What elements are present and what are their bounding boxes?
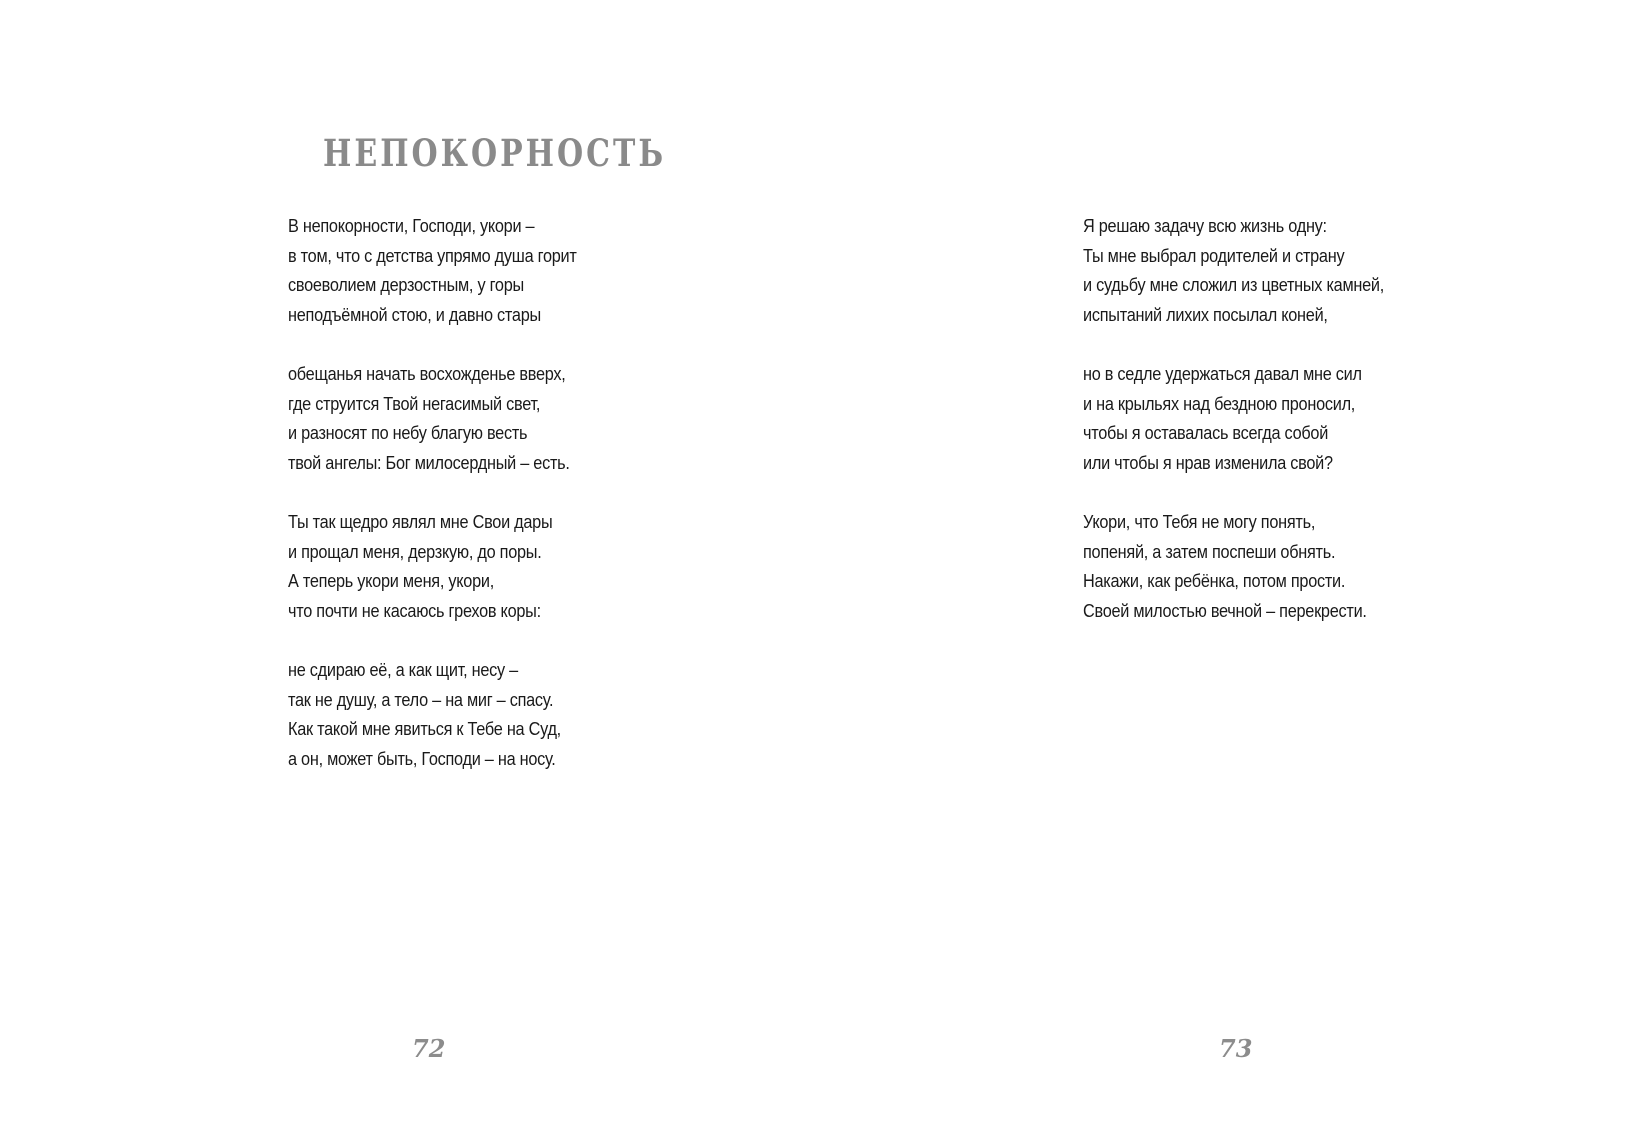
- poem-line: и на крыльях над бездною проносил,: [1083, 392, 1356, 414]
- poem-line: и прощал меня, дерзкую, до поры.: [288, 540, 542, 562]
- poem-line: и разносят по небу благую весть: [288, 422, 528, 444]
- poem-line: твой ангелы: Бог милосердный – есть.: [288, 451, 570, 473]
- poem-line: А теперь укори меня, укори,: [288, 570, 494, 592]
- poem-title: НЕПОКОРНОСТЬ: [323, 132, 667, 176]
- poem-line: Своей милостью вечной – перекрести.: [1083, 599, 1367, 621]
- page-number: 73: [1219, 1034, 1253, 1063]
- poem-line: так не душу, а тело – на миг – спасу.: [288, 688, 554, 710]
- poem-line: Ты мне выбрал родителей и страну: [1083, 244, 1345, 266]
- poem-line: Укори, что Тебя не могу понять,: [1083, 510, 1316, 532]
- right-page: [822, 0, 1644, 1134]
- poem-line: Ты так щедро являл мне Свои дары: [288, 510, 553, 532]
- stanza: [1083, 359, 1425, 477]
- poem-right-column: [1083, 211, 1425, 655]
- poem-line: Накажи, как ребёнка, потом прости.: [1083, 570, 1346, 592]
- poem-line: Я решаю задачу всю жизнь одну:: [1083, 215, 1327, 236]
- poem-line: В непокорности, Господи, укори –: [288, 215, 535, 236]
- stanza: [1083, 507, 1425, 625]
- poem-line: а он, может быть, Господи – на носу.: [288, 747, 556, 769]
- poem-line: неподъёмной стою, и давно стары: [288, 303, 541, 325]
- page-number: 72: [412, 1034, 446, 1063]
- poem-left-column: [288, 211, 616, 803]
- stanza: [288, 507, 616, 625]
- poem-line: но в седле удержаться давал мне сил: [1083, 362, 1362, 384]
- poem-line: где струится Твой негасимый свет,: [288, 392, 541, 414]
- stanza: [288, 359, 616, 477]
- stanza: [288, 655, 616, 773]
- stanza: [1083, 211, 1425, 329]
- poem-line: попеняй, а затем поспеши обнять.: [1083, 540, 1336, 562]
- poem-line: обещанья начать восхожденье вверх,: [288, 362, 566, 384]
- poem-line: чтобы я оставалась всегда собой: [1083, 422, 1329, 444]
- poem-line: Как такой мне явиться к Тебе на Суд,: [288, 718, 561, 740]
- poem-line: и судьбу мне сложил из цветных камней,: [1083, 274, 1384, 296]
- poem-line: что почти не касаюсь грехов коры:: [288, 599, 541, 621]
- stanza: [288, 211, 616, 329]
- poem-line: в том, что с детства упрямо душа горит: [288, 244, 577, 266]
- poem-line: или чтобы я нрав изменила свой?: [1083, 451, 1333, 473]
- poem-line: своеволием дерзостным, у горы: [288, 274, 524, 296]
- poem-line: не сдираю её, а как щит, несу –: [288, 658, 518, 680]
- poem-line: испытаний лихих посылал коней,: [1083, 303, 1328, 325]
